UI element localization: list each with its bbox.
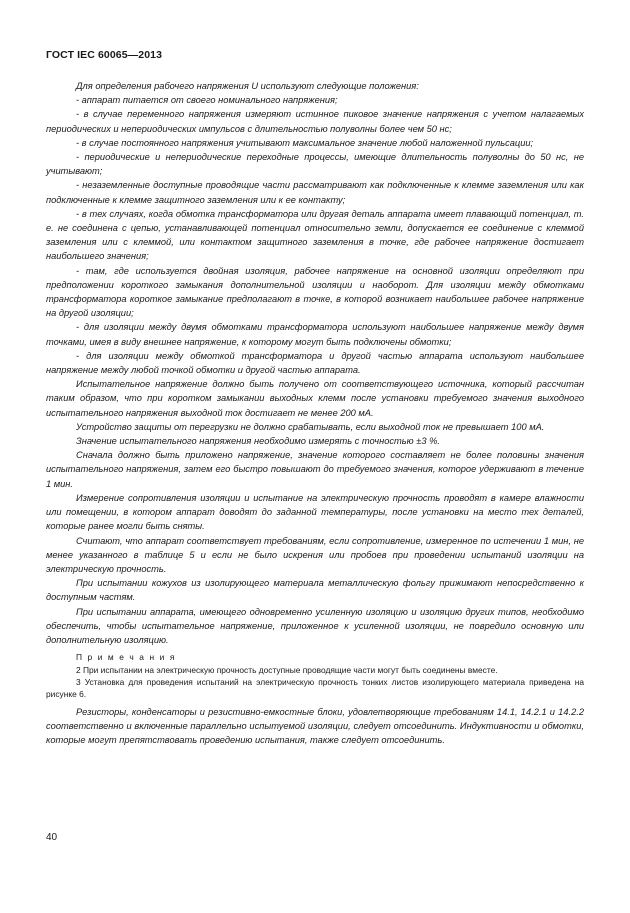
list-item: - в случае постоянного напряжения учитывают максимальное значение любой наложенной пульсации; [76, 137, 534, 148]
paragraph: При испытании кожухов из изолирующего материала металлическую фольгу прижимают непосредственно к доступным частям. [46, 578, 584, 603]
paragraph: Устройство защиты от перегрузки не должно срабатывать, если выходной ток не превышает 100 мА. [76, 421, 545, 432]
list-item: - периодические и непериодические переходные процессы, имеющие длительность полуволны до 50 нс, не учитывают; [46, 152, 584, 177]
list-item: - для изоляции между двумя обмотками трансформатора используют наибольшее напряжение между двумя точками, имея в виду внешнее напряжение, к которому могут быть подключены обмотки; [46, 322, 584, 347]
list-item: - незаземленные доступные проводящие части рассматривают как подключенные к клемме заземления или как подключенные к клемме защитного заземления или к ее контакту; [46, 180, 584, 205]
paragraph: Считают, что аппарат соответствует требованиям, если сопротивление, измеренное по истечении 1 мин, не менее указанного в таблице 5 и если не было искрения или пробоев при проведении испытаний изоляции на электрическую прочность. [46, 535, 584, 574]
paragraph: Испытательное напряжение должно быть получено от соответствующего источника, который рассчитан таким образом, что при коротком замыкании выходных клемм после установки требуемого значения выходного испытательного напряжения выходной ток достигает не менее 200 мА. [46, 379, 584, 418]
notes-title: П р и м е ч а н и я [76, 652, 176, 663]
list-item: - аппарат питается от своего номинального напряжения; [76, 95, 338, 106]
note-item: 3 Установка для проведения испытаний на электрическую прочность тонких листов изолирующего материала приведена на рисунке 6. [46, 676, 584, 700]
paragraph: Значение испытательного напряжения необходимо измерять с точностью ±3 %. [76, 436, 440, 447]
list-item: - там, где используется двойная изоляция, рабочее напряжение на основной изоляции определяют при предположении короткого замыкания дополнительной изоляции и наоборот. Для изоляции между обмотками трансформатора короткое замыкание предполагают в точке, в которой возникает наибольшее рабочее напряжение на другой изоляции; [46, 265, 584, 319]
list-item: - в случае переменного напряжения измеряют истинное пиковое значение напряжения с учетом налагаемых периодических и непериодических импульсов с длительностью полуволны более чем 50 нс; [46, 109, 584, 134]
paragraph: Для определения рабочего напряжения U используют следующие положения: [76, 81, 419, 91]
notes-block [46, 651, 584, 701]
page-body [46, 79, 584, 747]
list-item: - для изоляции между обмоткой трансформатора и другой частью аппарата используют наибольшее напряжение между любой точкой обмотки и другой частью аппарата. [46, 350, 584, 376]
page-number: 40 [46, 832, 58, 843]
note-item: 2 При испытании на электрическую прочность доступные проводящие части могут быть соединены вместе. [76, 664, 498, 675]
paragraph: Сначала должно быть приложено напряжение, значение которого составляет не более половины значения испытательного напряжения, затем его быстро повышают до требуемого значения, которое удерживают в течение 1 мин. [46, 450, 584, 489]
document-header: ГОСТ IEC 60065—2013 [46, 49, 163, 61]
paragraph: Измерение сопротивления изоляции и испытание на электрическую прочность проводят в камере влажности или помещении, в котором аппарат доводят до заданной температуры, после установки на место тех деталей, которые ранее могли быть сняты. [46, 492, 584, 532]
paragraph: Резисторы, конденсаторы и резистивно-емкостные блоки, удовлетворяющие требованиям 14.1, 14.2.1 и 14.2.2 соответственно и включенные параллельно испытуемой изоляции, следует отсоединить. Индуктивности и обмотки, которые могут препятствовать проведению испытания, также следует отсоединить. [46, 706, 584, 746]
paragraph: При испытании аппарата, имеющего одновременно усиленную изоляцию и изоляцию других типов, необходимо обеспечить, чтобы испытательное напряжение, приложенное к усиленной изоляции, не повредило основную или дополнительную изоляцию. [46, 606, 584, 645]
list-item: - в тех случаях, когда обмотка трансформатора или другая деталь аппарата имеет плавающий потенциал, т. е. не соединена с цепью, устанавливающей потенциал относительно земли, допускается ее соединение с клеммой заземления или с клеммой, или контактом защитного заземления в точке, где рабочее напряжение достигает наибольшего значения; [46, 208, 584, 262]
